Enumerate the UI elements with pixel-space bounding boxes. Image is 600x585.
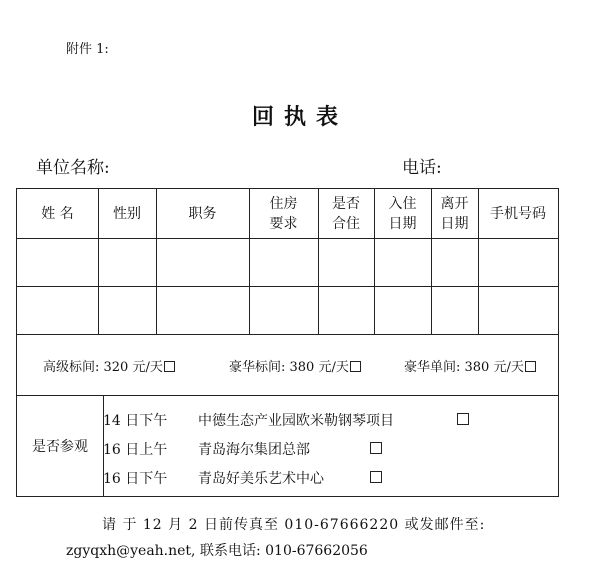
attachment-label: 附件 1: [66,42,109,57]
header-mobile: 手机号码 [490,205,546,222]
header-housing: 住房 要求 [269,195,298,232]
footer-contact: zgyqxh@yeah.net, 联系电话: 010-67662056 [66,543,368,559]
checkbox[interactable] [350,361,361,372]
header-position: 职务 [188,205,217,222]
row-divider [17,238,558,239]
room-option-deluxe-single: 豪华单间: 380 元/天 [404,356,536,375]
header-name: 姓 名 [41,205,74,222]
receipt-table: 姓 名 性别 职务 住房 要求 是否 合住 入住 日期 离开 日期 手机号码 高级标间: 320 元/天 豪华标间: 380 元/天 豪华单间: 380 元/天 是否参观 14 日下午 中德生态产业园欧米勒钢琴项目 16 日上午 青岛海尔集团总部 16 日下午 青岛好美乐艺术中心 [16,188,559,497]
form-title: 回执表 [251,105,348,130]
visit-checkbox-2[interactable] [370,442,382,454]
room-options [17,334,558,394]
room-option-deluxe-standard: 豪华标间: 380 元/天 [229,356,361,375]
header-gender: 性别 [113,205,141,222]
checkbox[interactable] [525,361,536,372]
header-shared: 是否 合住 [332,195,360,232]
checkbox[interactable] [164,361,175,372]
phone-label: 电话: [402,158,442,178]
header-checkin: 入住 日期 [388,195,417,232]
visit-checkbox-3[interactable] [370,471,382,483]
unit-name-label: 单位名称: [36,158,110,178]
room-option-standard: 高级标间: 320 元/天 [43,356,175,375]
visit-label: 是否参观 [32,439,88,455]
footer-instructions: 请 于 12 月 2 日前传真至 010-67666220 或发邮件至: [102,517,486,533]
row-divider [17,286,558,287]
visit-checkbox-1[interactable] [457,413,469,425]
header-checkout: 离开 日期 [440,195,469,232]
